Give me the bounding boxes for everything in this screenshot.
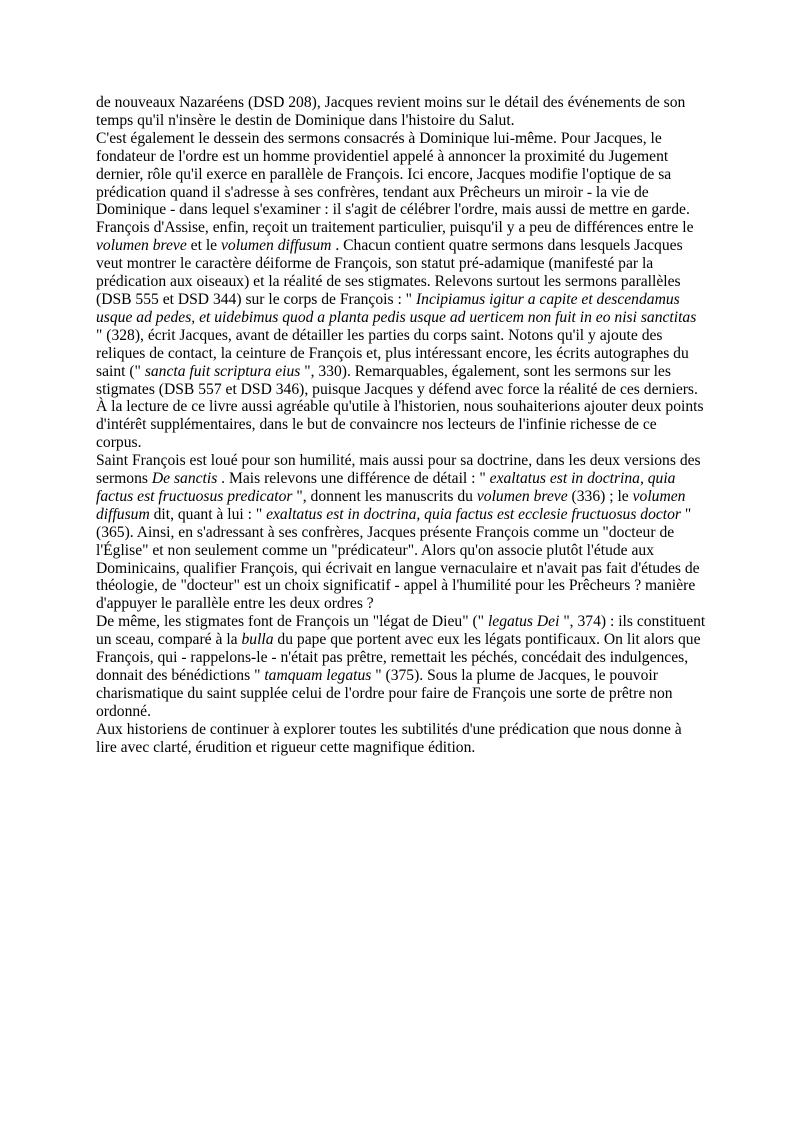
italic-run: Incipiamus igitur a capite et descendamus usque ad pedes, et uidebimus quod a planta pedis usque ad uerticem non fuit in eo nisi sanctitas [96, 290, 697, 326]
paragraph-6 [96, 613, 706, 720]
italic-run: tamquam legatus [264, 667, 372, 684]
paragraph-2 [96, 130, 706, 220]
text-run: Saint François est loué pour son humilité, mais aussi pour sa doctrine, dans les deux versions des sermons [96, 452, 701, 488]
italic-run: sancta fuit scriptura eius [144, 362, 301, 380]
text-run: . Mais relevons une différence de détail : " [217, 470, 490, 488]
text-run: ", 374) : ils constituent un sceau, comparé à la [96, 613, 706, 649]
italic-run: volumen diffusum [220, 237, 332, 255]
italic-run: volumen breve [476, 487, 568, 505]
text-run: " (365). Ainsi, en s'adressant à ses confrères, Jacques présente François comme un "docteur de l'Église" et non seulement comme un "prédicateur". Alors qu'on associe plutôt l'étude aux Dominicains, qualifier François, qui écrivait en langue vernaculaire et n'avait pas fait d'études de théologie, de "docteur" est un choix significatif - appel à l'humilité pour les Prêcheurs ? manière d'appuyer le parallèle entre les deux ordres ? [96, 505, 700, 613]
paragraph-7 [96, 721, 706, 757]
text-run: dit, quant à lui : " [149, 505, 267, 523]
italic-run: bulla [241, 631, 274, 649]
text-run: et le [186, 237, 221, 255]
italic-run: exaltatus est in doctrina, quia factus est ecclesie fructuosus doctor [266, 505, 681, 523]
paragraph-3 [96, 219, 706, 398]
text-run: Aux historiens de continuer à explorer toutes les subtilités d'une prédication que nous donne à lire avec clarté, érudition et rigueur cette magnifique édition. [96, 720, 682, 756]
paragraph-4 [96, 398, 706, 452]
text-run: De même, les stigmates font de François un "légat de Dieu" (" [96, 613, 488, 631]
document-body [96, 94, 706, 757]
italic-run: volumen breve [96, 237, 187, 255]
text-run: " (328), écrit Jacques, avant de détailler les parties du corps saint. Notons qu'il y ajoute des reliques de contact, la ceinture de François et, plus intéressant encore, les écrits autographes du saint (" [96, 326, 689, 380]
text-run: ", 330). Remarquables, également, sont les sermons sur les stigmates (DSB 557 et DSD 346), puisque Jacques y défend avec force la réalité de ces derniers. [96, 362, 698, 398]
text-run: ", donnent les manuscrits du [292, 487, 477, 505]
italic-run: volumen diffusum [96, 487, 686, 523]
text-run: . Chacun contient quatre sermons dans lesquels Jacques veut montrer le caractère déiforme de François, son statut pré-adamique (manifesté par la prédication aux oiseaux) et la réalité de ses stigmates. Relevons surtout les sermons parallèles (DSB 555 et DSD 344) sur le corps de François : " [96, 237, 683, 308]
text-run: du pape que portent avec eux les légats pontificaux. On lit alors que François, qui - rappelons-le - n'était pas prêtre, remettait les péchés, concédait des indulgences, donnait des bénédictions " [96, 631, 701, 684]
text-run: (336) ; le [567, 487, 633, 505]
paragraph-5 [96, 452, 706, 613]
text-run: À la lecture de ce livre aussi agréable qu'utile à l'historien, nous souhaiterions ajouter deux points d'intérêt supplémentaires, dans le but de convaincre nos lecteurs de l'infinie richesse de ce corpus. [96, 398, 704, 452]
text-run: C'est également le dessein des sermons consacrés à Dominique lui-même. Pour Jacques, le fondateur de l'ordre est un homme providentiel appelé à annoncer la proximité du Jugement dernier, rôle qu'il exerce en parallèle de François. Ici encore, Jacques modifie l'optique de sa prédication quand il s'adresse à ses confrères, tendant aux Prêcheurs un miroir - la vie de Dominique - dans lequel s'examiner : il s'agit de célébrer l'ordre, mais aussi de mettre en garde. [96, 129, 690, 219]
italic-run: legatus Dei [487, 613, 560, 631]
paragraph-1 [96, 94, 706, 130]
text-run: " (375). Sous la plume de Jacques, le pouvoir charismatique du saint supplée celui de l'ordre pour faire de François une sorte de prêtre non ordonné. [96, 667, 673, 720]
italic-run: exaltatus est in doctrina, quia factus est fructuosus predicator [96, 470, 676, 505]
text-run: François d'Assise, enfin, reçoit un traitement particulier, puisqu'il y a peu de différences entre le [96, 219, 694, 237]
text-run: de nouveaux Nazaréens (DSD 208), Jacques revient moins sur le détail des événements de son temps qu'il n'insère le destin de Dominique dans l'histoire du Salut. [96, 94, 686, 129]
italic-run: De sanctis [151, 470, 218, 488]
